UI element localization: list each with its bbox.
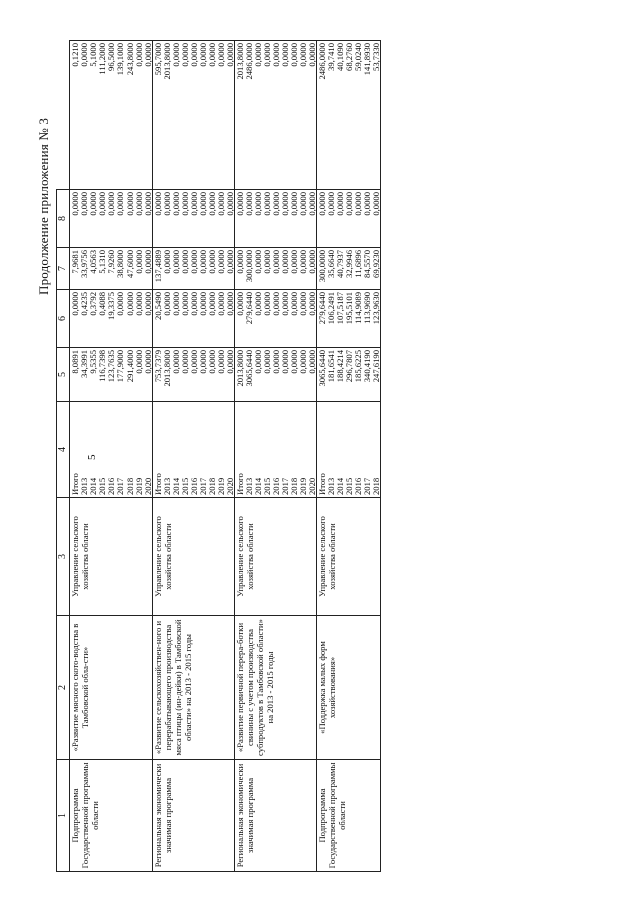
other-value: 53,7330 <box>371 43 381 71</box>
federal-value: 0,0000 <box>143 292 153 316</box>
regional-value: 300,0000 <box>317 250 327 283</box>
total-value: 188,4214 <box>335 350 345 383</box>
federal-value: 0,4235 <box>79 292 89 316</box>
other-value: 40,1090 <box>335 43 345 71</box>
federal-value: 0,3792 <box>88 292 98 316</box>
header-cell: 8 <box>57 190 70 248</box>
other-value: 111,2000 <box>97 43 107 75</box>
total-value: 0,0000 <box>189 350 199 374</box>
header-cell: 3 <box>57 498 70 616</box>
regional-value: 11,6896 <box>353 250 363 278</box>
total-value: 9,5355 <box>88 350 98 374</box>
total-value: 177,9000 <box>115 350 125 383</box>
year-label: Итого <box>70 473 80 495</box>
table-header-row <box>57 41 70 872</box>
local-value: 0,0000 <box>207 192 217 216</box>
year-label: 2015 <box>262 477 272 495</box>
federal-value: 107,5187 <box>335 292 345 325</box>
regional-value-column <box>153 248 235 290</box>
regional-value-column <box>70 248 153 290</box>
regional-value: 0,0000 <box>216 250 226 274</box>
total-value: 0,0000 <box>262 350 272 374</box>
regional-value: 33,9756 <box>79 250 89 278</box>
regional-value: 32,9946 <box>344 250 354 278</box>
regional-value: 0,0000 <box>207 250 217 274</box>
regional-value: 137,4889 <box>153 250 163 283</box>
regional-value: 69,9230 <box>371 250 381 278</box>
year-label: 2017 <box>362 477 372 495</box>
other-value: 0,0000 <box>143 43 153 67</box>
other-value: 0,0000 <box>134 43 144 67</box>
other-value: 5,1000 <box>88 43 98 67</box>
other-value: 0,1210 <box>70 43 80 67</box>
program-name: «Развитие первичной перера-ботки свинины с учетом производства субпродуктов в Тамбовской области» на 2013 - 2015 годы <box>235 616 317 760</box>
other-value-column <box>235 41 317 190</box>
appendix-caption: Продолжение приложения № 3 <box>36 117 51 295</box>
year-label: 2019 <box>298 477 308 495</box>
year-label-column <box>70 402 153 498</box>
total-value: 247,6190 <box>371 350 381 383</box>
other-value: 0,0000 <box>225 43 235 67</box>
other-value: 0,0000 <box>198 43 208 67</box>
other-value: 0,0000 <box>171 43 181 67</box>
regional-value: 47,6000 <box>125 250 135 278</box>
other-value: 0,0000 <box>216 43 226 67</box>
year-label: 2020 <box>143 477 153 495</box>
other-value: 2486,0000 <box>244 43 254 80</box>
year-label: 2014 <box>335 477 345 495</box>
total-value: 0,0000 <box>253 350 263 374</box>
total-value: 0,0000 <box>216 350 226 374</box>
total-value: 0,0000 <box>134 350 144 374</box>
local-value-column <box>70 190 153 248</box>
federal-value: 0,0000 <box>115 292 125 316</box>
regional-value: 0,0000 <box>171 250 181 274</box>
total-value: 0,0000 <box>198 350 208 374</box>
year-label: 2018 <box>371 477 381 495</box>
regional-value: 0,0000 <box>180 250 190 274</box>
other-value: 0,0000 <box>207 43 217 67</box>
federal-value: 0,0000 <box>70 292 80 316</box>
local-value: 0,0000 <box>70 192 80 216</box>
federal-value: 0,0000 <box>262 292 272 316</box>
total-value: 123,7635 <box>106 350 116 383</box>
program-executor: Управление сельского хозяйства области <box>235 498 317 616</box>
other-value: 2013,8000 <box>235 43 245 80</box>
federal-value-column <box>317 290 381 348</box>
year-label: 2018 <box>125 477 135 495</box>
program-name: «Развитие сельскохозяйствен-ного и перерабатывающего производства мяса птицы (ин-дейки) в Тамбовской области» на 2013 - 2015 годы <box>153 616 235 760</box>
other-value: 68,2760 <box>344 43 354 71</box>
total-value: 0,0000 <box>171 350 181 374</box>
federal-value: 0,0000 <box>207 292 217 316</box>
other-value: 59,0240 <box>353 43 363 71</box>
local-value-column <box>235 190 317 248</box>
federal-value: 0,0000 <box>125 292 135 316</box>
year-label-column <box>153 402 235 498</box>
total-value: 296,7807 <box>344 350 354 383</box>
other-value: 0,0000 <box>79 43 89 67</box>
federal-value: 0,0000 <box>298 292 308 316</box>
header-cell: 7 <box>57 248 70 290</box>
year-label: 2017 <box>280 477 290 495</box>
regional-value: 300,0000 <box>244 250 254 283</box>
other-value: 0,0000 <box>307 43 317 67</box>
federal-value: 0,0000 <box>289 292 299 316</box>
regional-value-column <box>317 248 381 290</box>
local-value: 0,0000 <box>253 192 263 216</box>
federal-value: 0,0000 <box>189 292 199 316</box>
program-executor: Управление сельского хозяйства области <box>317 498 381 616</box>
regional-value: 38,8000 <box>115 250 125 278</box>
federal-value: 113,9690 <box>362 292 372 324</box>
federal-value: 279,6440 <box>317 292 327 325</box>
program-executor: Управление сельского хозяйства области <box>70 498 153 616</box>
local-value: 0,0000 <box>262 192 272 216</box>
other-value: 0,0000 <box>253 43 263 67</box>
local-value: 0,0000 <box>335 192 345 216</box>
local-value: 0,0000 <box>171 192 181 216</box>
year-label: Итого <box>153 473 163 495</box>
total-value: 116,7398 <box>97 350 107 382</box>
page-number: 5 <box>86 454 98 460</box>
year-label: Итого <box>317 473 327 495</box>
other-value-column <box>70 41 153 190</box>
federal-value: 0,0000 <box>253 292 263 316</box>
header-cell: 2 <box>57 616 70 760</box>
year-label: 2017 <box>198 477 208 495</box>
federal-value: 123,9630 <box>371 292 381 325</box>
table-body <box>70 41 381 872</box>
regional-value: 0,0000 <box>134 250 144 274</box>
local-value: 0,0000 <box>289 192 299 216</box>
year-label: 2016 <box>106 477 116 495</box>
other-value-column <box>153 41 235 190</box>
total-value: 0,0000 <box>207 350 217 374</box>
other-value: 0,0000 <box>271 43 281 67</box>
other-value: 0,0000 <box>180 43 190 67</box>
local-value: 0,0000 <box>153 192 163 216</box>
federal-value: 0,0000 <box>216 292 226 316</box>
total-value: 340,4190 <box>362 350 372 383</box>
total-value: 0,0000 <box>289 350 299 374</box>
other-value: 2486,0000 <box>317 43 327 80</box>
regional-value: 40,7937 <box>335 250 345 278</box>
total-value: 34,3991 <box>79 350 89 378</box>
local-value: 0,0000 <box>344 192 354 216</box>
program-type: Подпрограмма Государственной программы области <box>317 760 381 872</box>
regional-value: 5,1310 <box>97 250 107 274</box>
year-label: 2013 <box>162 477 172 495</box>
year-label: 2018 <box>207 477 217 495</box>
year-label: 2018 <box>289 477 299 495</box>
year-label-column <box>317 402 381 498</box>
year-label: 2015 <box>97 477 107 495</box>
regional-value: 0,0000 <box>298 250 308 274</box>
total-value-column <box>317 348 381 402</box>
other-value-column <box>317 41 381 190</box>
total-value: 2013,8000 <box>162 350 172 387</box>
total-value: 291,4000 <box>125 350 135 383</box>
total-value: 0,0000 <box>143 350 153 374</box>
federal-value: 0,0000 <box>180 292 190 316</box>
local-value: 0,0000 <box>235 192 245 216</box>
regional-value: 35,6640 <box>326 250 336 278</box>
federal-value: 0,4088 <box>97 292 107 316</box>
program-row <box>235 41 317 872</box>
other-value: 39,7410 <box>326 43 336 71</box>
local-value: 0,0000 <box>225 192 235 216</box>
header-cell: 1 <box>57 760 70 872</box>
total-value: 8,0891 <box>70 350 80 374</box>
program-row <box>317 41 381 872</box>
federal-value-column <box>235 290 317 348</box>
local-value: 0,0000 <box>326 192 336 216</box>
federal-value: 0,0000 <box>307 292 317 316</box>
total-value: 0,0000 <box>298 350 308 374</box>
other-value: 0,0000 <box>289 43 299 67</box>
regional-value: 0,0000 <box>198 250 208 274</box>
year-label: 2015 <box>180 477 190 495</box>
federal-value: 195,5101 <box>344 292 354 325</box>
federal-value: 0,0000 <box>134 292 144 316</box>
year-label: 2015 <box>344 477 354 495</box>
total-value: 185,6225 <box>353 350 363 383</box>
regional-value: 0,0000 <box>289 250 299 274</box>
local-value-column <box>153 190 235 248</box>
local-value: 0,0000 <box>143 192 153 216</box>
local-value: 0,0000 <box>115 192 125 216</box>
year-label: 2016 <box>353 477 363 495</box>
regional-value: 0,0000 <box>280 250 290 274</box>
regional-value: 0,0000 <box>235 250 245 274</box>
total-value-column <box>70 348 153 402</box>
local-value: 0,0000 <box>97 192 107 216</box>
federal-value: 0,0000 <box>271 292 281 316</box>
local-value: 0,0000 <box>317 192 327 216</box>
program-type: Региональная экономически значимая программа <box>235 760 317 872</box>
federal-value: 19,3375 <box>106 292 116 320</box>
local-value: 0,0000 <box>189 192 199 216</box>
regional-value: 0,0000 <box>225 250 235 274</box>
year-label: 2014 <box>253 477 263 495</box>
regional-value: 0,0000 <box>271 250 281 274</box>
local-value: 0,0000 <box>88 192 98 216</box>
program-name: «Развитие мясного ското-водства в Тамбовской обла-сти» <box>70 616 153 760</box>
budget-table <box>56 40 381 872</box>
year-label: Итого <box>235 473 245 495</box>
federal-value-column <box>153 290 235 348</box>
program-row <box>153 41 235 872</box>
local-value: 0,0000 <box>134 192 144 216</box>
local-value: 0,0000 <box>362 192 372 216</box>
total-value: 0,0000 <box>307 350 317 374</box>
year-label: 2019 <box>134 477 144 495</box>
total-value: 0,0000 <box>180 350 190 374</box>
total-value: 3065,6440 <box>244 350 254 387</box>
total-value-column <box>235 348 317 402</box>
other-value: 0,0000 <box>189 43 199 67</box>
year-label: 2019 <box>216 477 226 495</box>
regional-value: 0,0000 <box>253 250 263 274</box>
federal-value: 0,0000 <box>280 292 290 316</box>
regional-value-column <box>235 248 317 290</box>
local-value: 0,0000 <box>162 192 172 216</box>
other-value: 243,8000 <box>125 43 135 76</box>
local-value-column <box>317 190 381 248</box>
other-value: 595,7000 <box>153 43 163 76</box>
year-label: 2013 <box>244 477 254 495</box>
year-label: 2020 <box>307 477 317 495</box>
other-value: 141,8930 <box>362 43 372 76</box>
local-value: 0,0000 <box>271 192 281 216</box>
federal-value: 20,5490 <box>153 292 163 320</box>
federal-value: 279,6440 <box>244 292 254 325</box>
year-label: 2016 <box>189 477 199 495</box>
year-label-column <box>235 402 317 498</box>
federal-value: 106,2491 <box>326 292 336 325</box>
total-value: 0,0000 <box>271 350 281 374</box>
program-type: Подпрограмма Государственной программы области <box>70 760 153 872</box>
regional-value: 0,0000 <box>262 250 272 274</box>
federal-value: 0,0000 <box>225 292 235 316</box>
year-label: 2013 <box>326 477 336 495</box>
total-value: 3065,6440 <box>317 350 327 387</box>
local-value: 0,0000 <box>298 192 308 216</box>
other-value: 96,5000 <box>106 43 116 71</box>
federal-value: 0,0000 <box>162 292 172 316</box>
local-value: 0,0000 <box>353 192 363 216</box>
program-type: Региональная экономически значимая программа <box>153 760 235 872</box>
year-label: 2017 <box>115 477 125 495</box>
local-value: 0,0000 <box>198 192 208 216</box>
local-value: 0,0000 <box>180 192 190 216</box>
header-cell: 6 <box>57 290 70 348</box>
other-value: 0,0000 <box>298 43 308 67</box>
local-value: 0,0000 <box>125 192 135 216</box>
program-executor: Управление сельского хозяйства области <box>153 498 235 616</box>
regional-value: 0,0000 <box>189 250 199 274</box>
other-value: 139,1000 <box>115 43 125 76</box>
federal-value: 0,0000 <box>235 292 245 316</box>
regional-value: 0,0000 <box>143 250 153 274</box>
federal-value: 0,0000 <box>198 292 208 316</box>
federal-value: 0,0000 <box>171 292 181 316</box>
local-value: 0,0000 <box>79 192 89 216</box>
program-name: «Поддержка малых форм хозяйствования» <box>317 616 381 760</box>
local-value: 0,0000 <box>280 192 290 216</box>
regional-value: 7,9681 <box>70 250 80 274</box>
other-value: 2013,8000 <box>162 43 172 80</box>
year-label: 2020 <box>225 477 235 495</box>
regional-value: 4,0563 <box>88 250 98 274</box>
federal-value-column <box>70 290 153 348</box>
year-label: 2014 <box>88 477 98 495</box>
local-value: 0,0000 <box>106 192 116 216</box>
total-value: 181,6541 <box>326 350 336 383</box>
total-value: 2013,8000 <box>235 350 245 387</box>
local-value: 0,0000 <box>244 192 254 216</box>
year-label: 2013 <box>79 477 89 495</box>
year-label: 2014 <box>171 477 181 495</box>
other-value: 0,0000 <box>280 43 290 67</box>
header-cell: 4 <box>57 402 70 498</box>
header-cell: 5 <box>57 348 70 402</box>
program-row <box>70 41 153 872</box>
regional-value: 7,9260 <box>106 250 116 274</box>
regional-value: 0,0000 <box>307 250 317 274</box>
federal-value: 114,9089 <box>353 292 363 324</box>
local-value: 0,0000 <box>216 192 226 216</box>
total-value: 0,0000 <box>280 350 290 374</box>
total-value-column <box>153 348 235 402</box>
local-value: 0,0000 <box>307 192 317 216</box>
local-value: 0,0000 <box>371 192 381 216</box>
other-value: 0,0000 <box>262 43 272 67</box>
year-label: 2016 <box>271 477 281 495</box>
total-value: 753,7379 <box>153 350 163 383</box>
regional-value: 84,5570 <box>362 250 372 278</box>
regional-value: 0,0000 <box>162 250 172 274</box>
total-value: 0,0000 <box>225 350 235 374</box>
